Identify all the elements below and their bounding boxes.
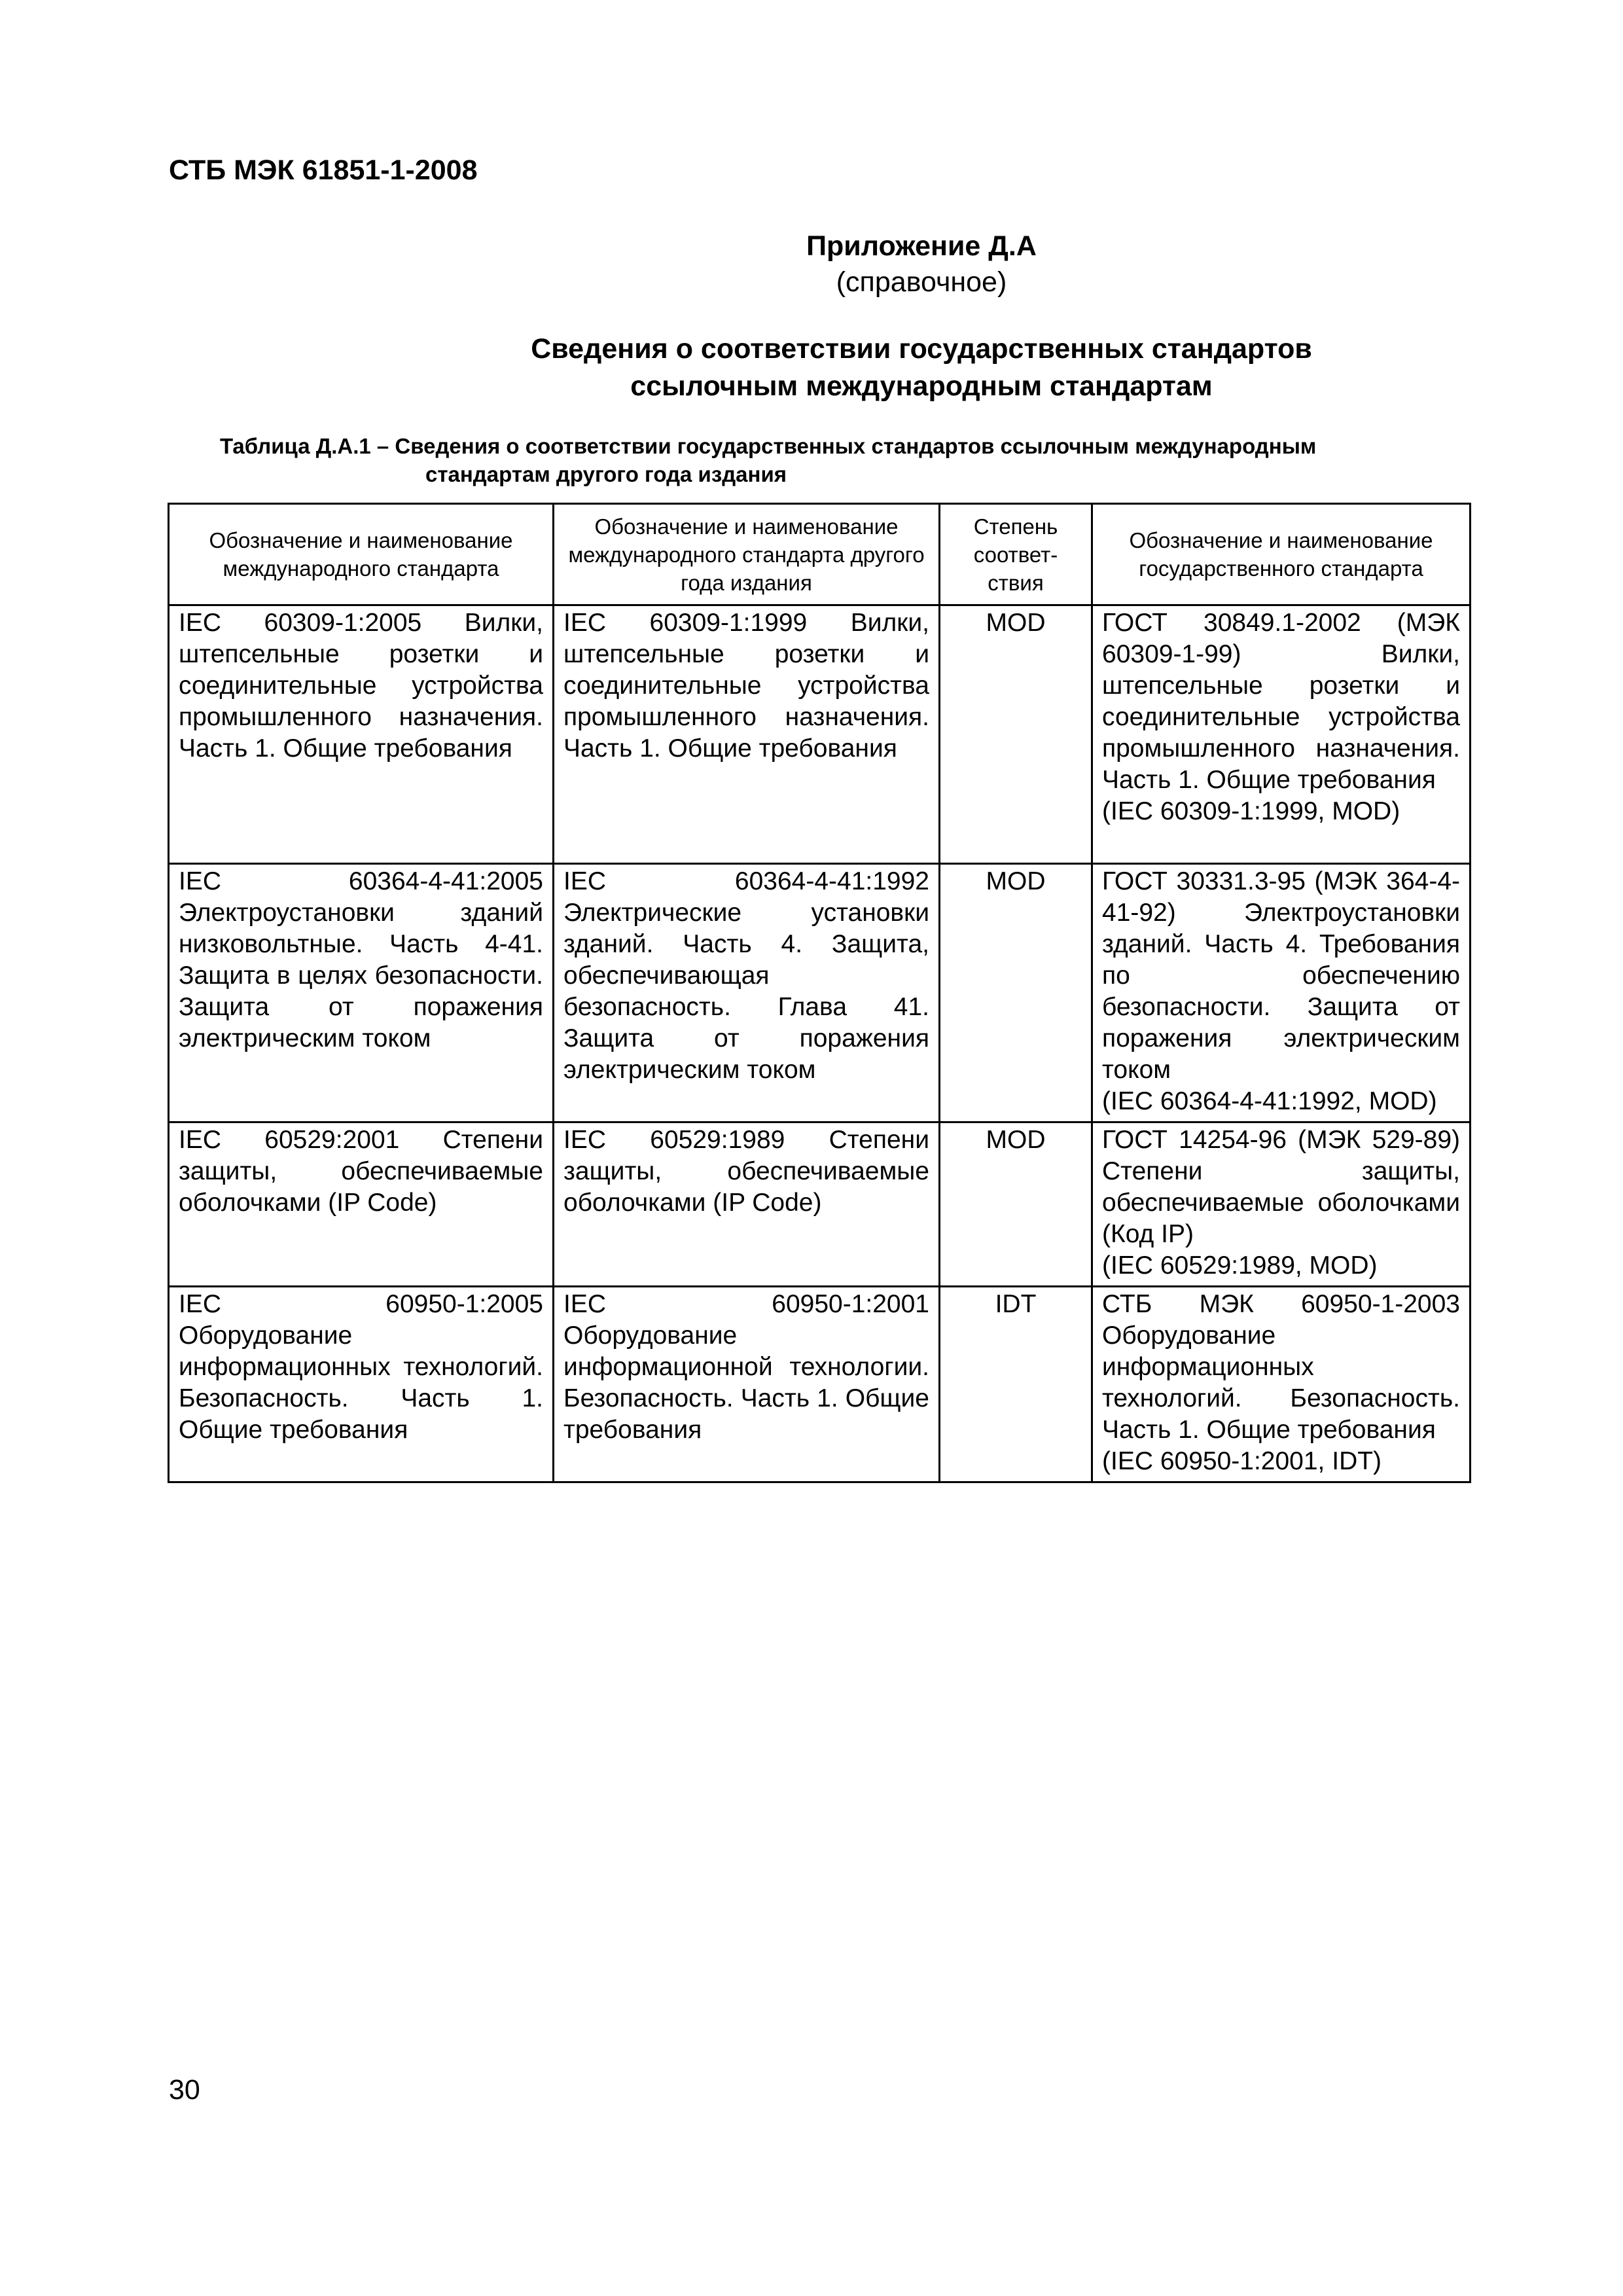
section-heading-line-1: Сведения о соответствии государственных стандартов bbox=[531, 333, 1312, 365]
cell-degree: IDT bbox=[940, 1287, 1092, 1482]
national-standard-text: ГОСТ 30331.3-95 (МЭК 364-4-41-92) Электроустановки зданий. Часть 4. Требования по обеспечению безопасности. Защита от поражения электрическим током bbox=[1102, 867, 1460, 1084]
cell-national bbox=[1092, 605, 1471, 864]
table-caption-line-2: стандартам другого года издания bbox=[425, 462, 787, 486]
document-id: СТБ МЭК 61851-1-2008 bbox=[169, 154, 478, 186]
national-standard-ref: (IEC 60364-4-41:1992, MOD) bbox=[1102, 1087, 1437, 1115]
national-standard-ref: (IEC 60529:1989, MOD) bbox=[1102, 1251, 1378, 1280]
cell-other-year: IEC 60364-4-41:1992 Электрические установки зданий. Часть 4. Защита, обеспечивающая безопасность. Глава 41. Защита от поражения электрическим током bbox=[554, 864, 940, 1122]
table-caption-line-1: Таблица Д.А.1 – Сведения о соответствии государственных стандартов ссылочным международным bbox=[220, 434, 1317, 458]
header-national-standard: Обозначение и наименование государственного стандарта bbox=[1092, 504, 1471, 605]
appendix-title: Приложение Д.А bbox=[806, 230, 1037, 262]
table-row bbox=[169, 1122, 1471, 1287]
cell-international: IEC 60364-4-41:2005 Электроустановки зданий низковольтные. Часть 4-41. Защита в целях безопасности. Защита от поражения электрическим током bbox=[169, 864, 554, 1122]
header-degree-of-correspondence: Степень соответ-ствия bbox=[940, 504, 1092, 605]
page-number: 30 bbox=[169, 2074, 200, 2106]
table-row bbox=[169, 864, 1471, 1122]
cell-international: IEC 60529:2001 Степени защиты, обеспечиваемые оболочками (IP Code) bbox=[169, 1122, 554, 1287]
national-standard-ref: (IEC 60309-1:1999, MOD) bbox=[1102, 797, 1400, 825]
cell-national bbox=[1092, 1122, 1471, 1287]
table-header-row bbox=[169, 504, 1471, 605]
cell-other-year: IEC 60309-1:1999 Вилки, штепсельные розетки и соединительные устройства промышленного назначения. Часть 1. Общие требования bbox=[554, 605, 940, 864]
cell-degree: MOD bbox=[940, 864, 1092, 1122]
appendix-type: (справочное) bbox=[836, 266, 1007, 298]
cell-other-year: IEC 60529:1989 Степени защиты, обеспечиваемые оболочками (IP Code) bbox=[554, 1122, 940, 1287]
cell-degree: MOD bbox=[940, 1122, 1092, 1287]
header-international-standard: Обозначение и наименование международного стандарта bbox=[169, 504, 554, 605]
national-standard-text: ГОСТ 14254-96 (МЭК 529-89) Степени защиты, обеспечиваемые оболочками (Код IP) bbox=[1102, 1126, 1460, 1248]
table-row bbox=[169, 1287, 1471, 1482]
national-standard-text: ГОСТ 30849.1-2002 (МЭК 60309-1-99) Вилки, штепсельные розетки и соединительные устройства промышленного назначения. Часть 1. Общие требования bbox=[1102, 609, 1460, 794]
cell-national bbox=[1092, 864, 1471, 1122]
national-standard-text: СТБ МЭК 60950-1-2003 Оборудование информационных технологий. Безопасность. Часть 1. Общие требования bbox=[1102, 1290, 1460, 1444]
national-standard-ref: (IEC 60950-1:2001, IDT) bbox=[1102, 1447, 1382, 1475]
cell-international: IEC 60309-1:2005 Вилки, штепсельные розетки и соединительные устройства промышленного назначения. Часть 1. Общие требования bbox=[169, 605, 554, 864]
table-caption bbox=[220, 432, 1476, 488]
cell-degree: MOD bbox=[940, 605, 1092, 864]
cell-national bbox=[1092, 1287, 1471, 1482]
header-other-year-standard: Обозначение и наименование международного стандарта другого года издания bbox=[554, 504, 940, 605]
cell-other-year: IEC 60950-1:2001 Оборудование информационной технологии. Безопасность. Часть 1. Общие требования bbox=[554, 1287, 940, 1482]
table-row bbox=[169, 605, 1471, 864]
section-heading bbox=[0, 331, 1623, 405]
cell-international: IEC 60950-1:2005 Оборудование информационных технологий. Безопасность. Часть 1. Общие требования bbox=[169, 1287, 554, 1482]
section-heading-line-2: ссылочным международным стандартам bbox=[630, 370, 1213, 402]
standards-correspondence-table bbox=[168, 503, 1471, 1483]
